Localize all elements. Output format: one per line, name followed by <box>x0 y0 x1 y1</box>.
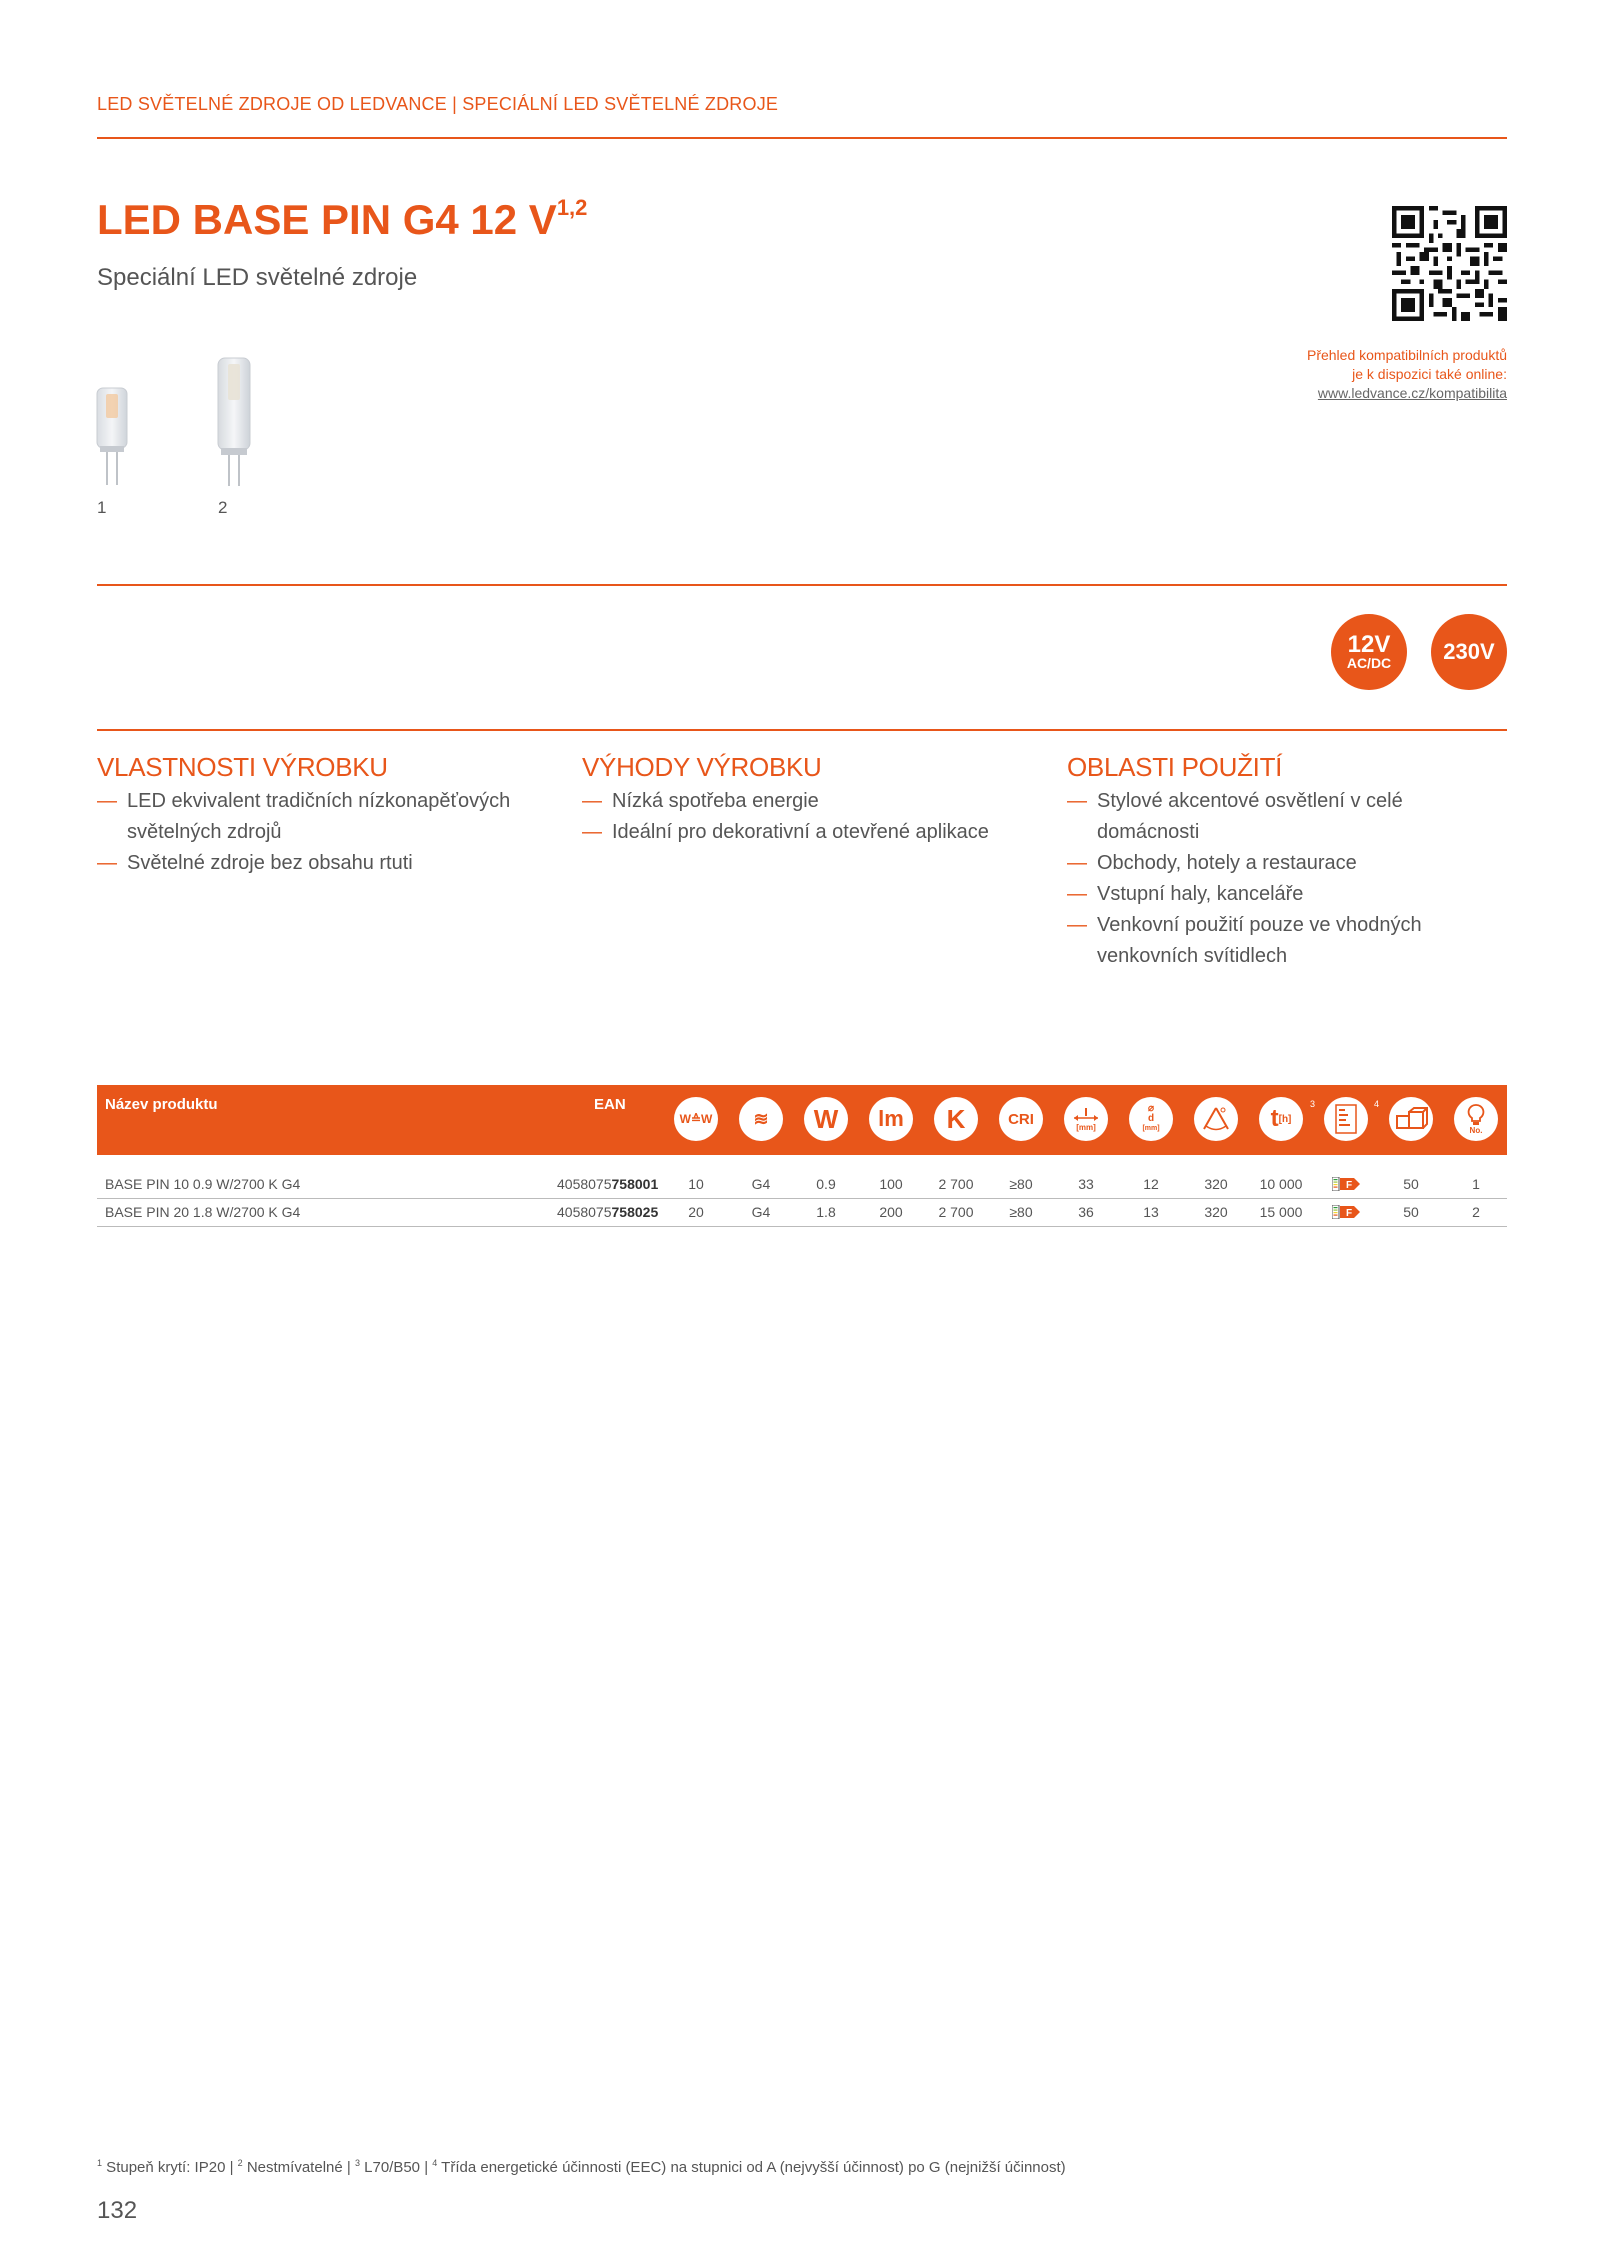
lumen-value: 200 <box>879 1204 903 1220</box>
page-subtitle: Speciální LED světelné zdroje <box>97 264 418 291</box>
wattage-equivalent-icon: W≙W <box>674 1097 718 1141</box>
pack-value: 50 <box>1403 1204 1419 1220</box>
page-title: LED BASE PIN G4 12 V$^{1,2}$ <box>97 195 588 243</box>
product-name: BASE PIN 20 1.8 W/2700 K G4 <box>105 1204 301 1220</box>
lamp-image-1 <box>92 380 132 490</box>
cri-value: ≥80 <box>1009 1204 1033 1220</box>
diameter-value: 13 <box>1143 1204 1159 1220</box>
qr-code[interactable] <box>1392 206 1507 321</box>
diameter-value: 12 <box>1143 1176 1159 1192</box>
voltage-badge-230v: 230V <box>1431 614 1507 690</box>
col-header-name: Název produktu <box>105 1096 218 1113</box>
breadcrumb: LED SVĚTELNÉ ZDROJE OD LEDVANCE | SPECIÁLNÍ LED SVĚTELNÉ ZDROJE <box>97 94 779 114</box>
footnote-marker-4: 4 <box>1374 1099 1380 1109</box>
energy-class-icon <box>1332 1205 1360 1219</box>
packaging-icon <box>1389 1097 1433 1141</box>
list-item: — LED ekvivalent tradičních nízkonapěťových světelných zdrojů <box>97 786 557 848</box>
kelvin-icon: K <box>934 1097 978 1141</box>
item-number: 1 <box>1472 1176 1480 1192</box>
lamp-base-icon: ≋ <box>739 1097 783 1141</box>
item-number-icon: No. <box>1454 1097 1498 1141</box>
lifetime-value: 10 000 <box>1259 1176 1303 1192</box>
kelvin-value: 2 700 <box>938 1204 974 1220</box>
diameter-icon: ⌀ d [mm] <box>1129 1097 1173 1141</box>
list-item: — Světelné zdroje bez obsahu rtuti <box>97 848 557 879</box>
compat-line-2: je k dispozici také online: <box>1352 366 1507 382</box>
list-item: — Venkovní použití pouze ve vhodných venkovních svítidlech <box>1067 910 1487 972</box>
table-row <box>97 1199 1507 1227</box>
list-item: — Ideální pro dekorativní a otevřené aplikace <box>582 817 1042 848</box>
lamp-image-2 <box>212 354 256 490</box>
benefits-heading: VÝHODY VÝROBKU <box>582 752 822 782</box>
lifetime-icon: t [h] <box>1259 1097 1303 1141</box>
angle-value: 320 <box>1204 1176 1228 1192</box>
svg-text:F: F <box>1346 1180 1353 1191</box>
compat-link[interactable]: www.ledvance.cz/kompatibilita <box>1317 385 1507 401</box>
beam-angle-icon <box>1194 1097 1238 1141</box>
watt-value: 0.9 <box>816 1176 836 1192</box>
ean: 4058075758001 <box>557 1176 659 1192</box>
table-row <box>97 1171 1507 1199</box>
angle-value: 320 <box>1204 1204 1228 1220</box>
cri-value: ≥80 <box>1009 1176 1033 1192</box>
header-divider <box>97 137 1507 139</box>
list-item: — Stylové akcentové osvětlení v celé domácnosti <box>1067 786 1487 848</box>
lumen-icon: lm <box>869 1097 913 1141</box>
benefits-list <box>582 786 1042 848</box>
compat-line-1: Přehled kompatibilních produktů <box>1306 347 1507 363</box>
svg-text:F: F <box>1346 1208 1353 1219</box>
footnote-marker-3: 3 <box>1310 1099 1316 1109</box>
features-list <box>97 786 557 879</box>
energy-class-icon <box>1332 1177 1360 1191</box>
lifetime-value: 15 000 <box>1259 1204 1303 1220</box>
applications-list <box>1067 786 1487 972</box>
equiv-value: 20 <box>688 1204 704 1220</box>
col-header-ean: EAN <box>594 1096 626 1113</box>
equiv-value: 10 <box>688 1176 704 1192</box>
list-item: — Nízká spotřeba energie <box>582 786 1042 817</box>
list-item: — Obchody, hotely a restaurace <box>1067 848 1487 879</box>
base-value: G4 <box>751 1176 771 1192</box>
pack-value: 50 <box>1403 1176 1419 1192</box>
list-item: — Vstupní haly, kanceláře <box>1067 879 1487 910</box>
length-value: 36 <box>1078 1204 1094 1220</box>
section-divider-1 <box>97 584 1507 586</box>
page-number: 132 <box>97 2197 138 2224</box>
cri-icon: CRI <box>999 1097 1043 1141</box>
kelvin-value: 2 700 <box>938 1176 974 1192</box>
footnote: $^1$ Stupeň krytí: IP20 | $^2$ Nestmívatelné | $^3$ L70/B50 | $^4$ Třída energetické účinnosti (EEC) na stupnici od A (nejvyšší účinnost) po G (nejnižší účinnost) <box>97 2158 1066 2176</box>
lamp-label-2: 2 <box>218 498 228 517</box>
length-value: 33 <box>1078 1176 1094 1192</box>
voltage-badge-12v: 12V AC/DC <box>1331 614 1407 690</box>
product-name: BASE PIN 10 0.9 W/2700 K G4 <box>105 1176 301 1192</box>
applications-heading: OBLASTI POUŽITÍ <box>1067 752 1283 782</box>
compatibility-note <box>1307 346 1507 403</box>
item-number: 2 <box>1472 1204 1480 1220</box>
length-icon: [mm] <box>1064 1097 1108 1141</box>
ean: 4058075758025 <box>557 1204 659 1220</box>
table-header <box>97 1085 1507 1155</box>
features-heading: VLASTNOSTI VÝROBKU <box>97 752 388 782</box>
watt-value: 1.8 <box>816 1204 836 1220</box>
section-divider-2 <box>97 729 1507 731</box>
energy-label-icon <box>1324 1097 1368 1141</box>
lamp-label-1: 1 <box>97 498 107 517</box>
lumen-value: 100 <box>879 1176 903 1192</box>
wattage-icon: W <box>804 1097 848 1141</box>
base-value: G4 <box>751 1204 771 1220</box>
